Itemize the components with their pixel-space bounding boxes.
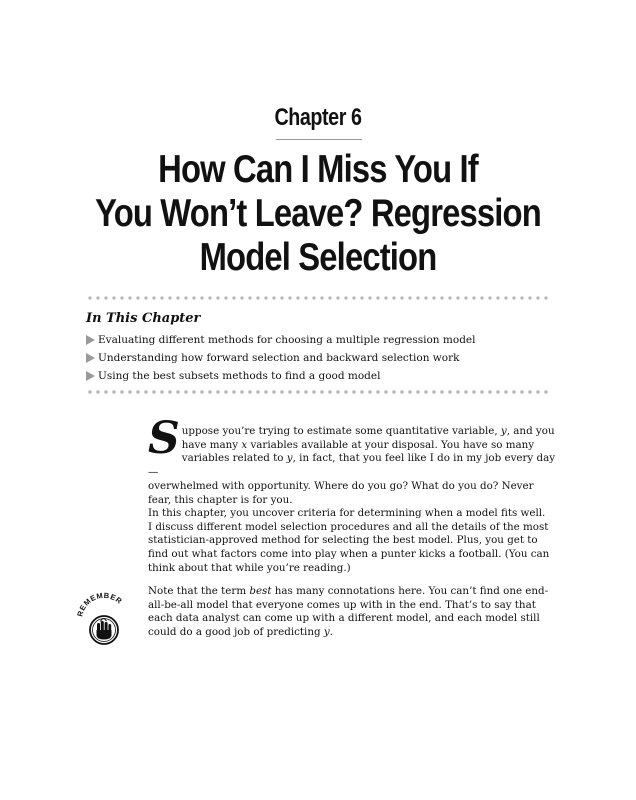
chapter-rule bbox=[276, 139, 362, 140]
triangle-bullet-icon bbox=[86, 371, 95, 381]
text-run: , and you bbox=[506, 425, 555, 437]
svg-text:REMEMBER bbox=[75, 591, 124, 618]
variable: y bbox=[323, 626, 330, 639]
list-item-text: Evaluating different methods for choosing a multiple regression model bbox=[98, 334, 476, 346]
text-run: variables related to bbox=[181, 452, 287, 465]
chapter-overview-paragraph bbox=[148, 507, 558, 576]
text-run: has many connotations here. You can’t find one end- bbox=[271, 585, 549, 597]
in-this-chapter-heading: In This Chapter bbox=[86, 311, 201, 326]
text-run: think about that while you’re reading.) bbox=[148, 561, 351, 574]
chapter-title-line: How Can I Miss You If bbox=[158, 148, 478, 191]
text-run: , in fact, that you feel like I do in my job every day — bbox=[148, 452, 556, 479]
drop-cap: S bbox=[148, 413, 180, 464]
text-run: overwhelmed with opportunity. Where do you go? What do you do? Never bbox=[148, 479, 534, 492]
text-run: Note that the term bbox=[148, 585, 250, 597]
chapter-title bbox=[0, 148, 636, 280]
text-run: uppose you’re trying to estimate some quantitative variable, bbox=[181, 425, 501, 437]
text-run: variables available at your disposal. You have so many bbox=[247, 438, 535, 451]
text-run: . bbox=[329, 626, 333, 639]
dotted-divider-top bbox=[86, 296, 552, 300]
text-run: each data analyst can come up with a different model, and each model still bbox=[148, 612, 540, 625]
remember-label: REMEMBER bbox=[75, 590, 124, 618]
list-item bbox=[86, 331, 475, 349]
chapter-title-line: You Won’t Leave? Regression bbox=[95, 192, 541, 235]
text-run: have many bbox=[181, 438, 242, 451]
text-run: find out what factors come into play when a punter kicks a football. (You can bbox=[148, 548, 550, 561]
remember-hand-icon bbox=[70, 586, 136, 646]
variable: x bbox=[241, 438, 248, 451]
text-run: fear, this chapter is for you. bbox=[148, 493, 293, 506]
variable: y bbox=[286, 452, 293, 465]
chapter-topics-list bbox=[86, 331, 475, 385]
triangle-bullet-icon bbox=[86, 353, 95, 363]
list-item-text: Understanding how forward selection and backward selection work bbox=[98, 352, 460, 364]
variable: y bbox=[500, 425, 507, 437]
intro-paragraph bbox=[148, 413, 558, 507]
text-run: In this chapter, you uncover criteria for determining when a model fits well. bbox=[148, 507, 546, 519]
chapter-label: Chapter 6 bbox=[274, 104, 362, 131]
text-run: could do a good job of predicting bbox=[148, 626, 324, 639]
dotted-divider-bottom bbox=[86, 390, 552, 394]
list-item bbox=[86, 349, 475, 367]
text-run: I discuss different model selection procedures and all the details of the most bbox=[148, 520, 549, 533]
chapter-title-line: Model Selection bbox=[199, 236, 437, 279]
text-run: all-be-all model that everyone comes up with in the end. That’s to say that bbox=[148, 598, 536, 611]
list-item-text: Using the best subsets methods to find a good model bbox=[98, 370, 381, 382]
emphasis: best bbox=[249, 585, 272, 597]
list-item bbox=[86, 367, 475, 385]
text-run: statistician-approved method for selecting the best model. Plus, you get to bbox=[148, 534, 538, 547]
remember-paragraph bbox=[148, 585, 558, 640]
triangle-bullet-icon bbox=[86, 335, 95, 345]
